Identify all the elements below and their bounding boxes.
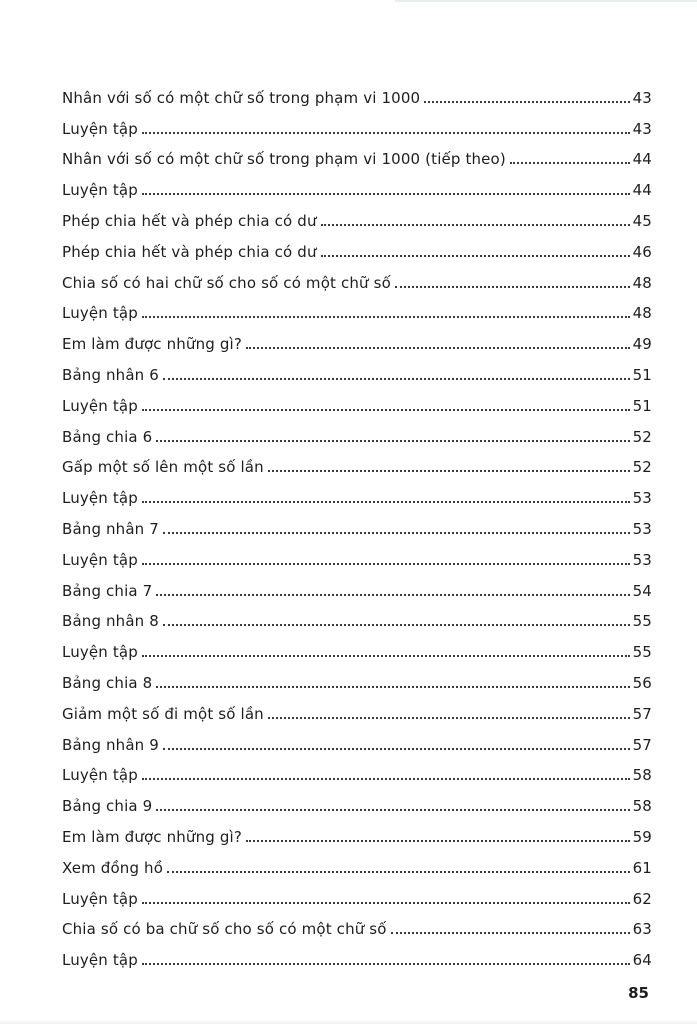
toc-entry-page: 54 [632,581,652,600]
dot-leader [321,224,630,226]
toc-entry-page: 52 [632,458,652,477]
toc-entry-page: 51 [632,396,652,415]
toc-entry [62,507,652,538]
toc-entry-title: Nhân với số có một chữ số trong phạm vi 1000 [62,88,421,107]
dot-leader [163,532,630,534]
toc-entry-page: 59 [632,827,652,846]
toc-entry-title: Bảng nhân 9 [62,735,159,754]
toc-entry [62,723,652,754]
dot-leader [156,686,629,688]
toc-entry [62,569,652,600]
toc-entry-page: 57 [632,704,652,723]
toc-entry-title: Luyện tập [62,181,138,200]
dot-leader [424,101,629,103]
toc-entry [62,230,652,261]
toc-entry-title: Luyện tập [62,766,138,785]
toc-entry [62,784,652,815]
toc-entry [62,938,652,969]
toc-entry-title: Chia số có ba chữ số cho số có một chữ số [62,920,387,939]
toc-entry-page: 55 [632,643,652,662]
dot-leader [142,409,630,411]
toc-entry-title: Xem đồng hồ [62,858,164,877]
toc-entry [62,815,652,846]
toc-entry [62,415,652,446]
toc-entry-page: 55 [632,612,652,631]
toc-entry-page: 48 [632,304,652,323]
toc-entry-page: 64 [632,951,652,970]
toc-entry-page: 48 [632,273,652,292]
dot-leader [163,624,630,626]
toc-entry [62,138,652,169]
toc-entry-title: Bảng nhân 6 [62,365,159,384]
toc-entry [62,692,652,723]
toc-entry [62,384,652,415]
dot-leader [142,655,630,657]
toc-entry [62,476,652,507]
toc-entry-page: 61 [632,858,652,877]
dot-leader [142,132,630,134]
toc-entry [62,353,652,384]
dot-leader [142,778,630,780]
toc-entry [62,446,652,477]
toc-entry-title: Luyện tập [62,304,138,323]
dot-leader [391,932,630,934]
toc-entry [62,538,652,569]
toc-entry-title: Em làm được những gì? [62,827,242,846]
dot-leader [321,255,630,257]
toc-entry-page: 49 [632,335,652,354]
toc-entry-title: Bảng chia 6 [62,427,153,446]
toc-entry-title: Luyện tập [62,550,138,569]
page-bottom-edge [0,1019,697,1024]
page-number: 85 [628,984,649,1002]
toc-entry-title: Gấp một số lên một số lần [62,458,264,477]
toc-entry-page: 58 [632,766,652,785]
toc-entry-title: Bảng nhân 8 [62,612,159,631]
toc-entry-title: Bảng chia 8 [62,673,153,692]
toc-entry [62,107,652,138]
dot-leader [246,840,630,842]
dot-leader [142,501,630,503]
toc-entry [62,261,652,292]
dot-leader [142,193,630,195]
toc-entry [62,846,652,877]
toc-entry-title: Luyện tập [62,396,138,415]
dot-leader [156,440,629,442]
toc-entry-page: 53 [632,519,652,538]
toc-entry [62,630,652,661]
page-top-edge [395,0,697,2]
dot-leader [163,378,630,380]
toc-entry-page: 63 [632,920,652,939]
toc-entry-page: 51 [632,365,652,384]
toc-entry-title: Bảng nhân 7 [62,519,159,538]
toc-entry-page: 56 [632,673,652,692]
toc-entry [62,877,652,908]
toc-entry-title: Luyện tập [62,889,138,908]
toc-entry-page: 44 [632,181,652,200]
toc-entry-title: Luyện tập [62,489,138,508]
dot-leader [142,316,630,318]
dot-leader [156,594,629,596]
dot-leader [167,871,630,873]
dot-leader [142,902,630,904]
toc-entry-title: Luyện tập [62,951,138,970]
dot-leader [510,162,630,164]
toc-entry-page: 53 [632,489,652,508]
toc-entry-page: 53 [632,550,652,569]
toc-entry-title: Nhân với số có một chữ số trong phạm vi 1000 (tiếp theo) [62,150,506,169]
toc-entry [62,322,652,353]
toc-entry-title: Em làm được những gì? [62,335,242,354]
toc-entry [62,600,652,631]
toc-entry [62,754,652,785]
toc-entry-page: 45 [632,211,652,230]
toc-entry [62,76,652,107]
dot-leader [268,717,630,719]
toc-entry-title: Phép chia hết và phép chia có dư [62,211,317,230]
dot-leader [395,286,630,288]
toc-entry [62,908,652,939]
dot-leader [246,347,630,349]
toc-entry [62,661,652,692]
toc-entry-title: Giảm một số đi một số lần [62,704,264,723]
dot-leader [156,809,629,811]
toc-entry-page: 46 [632,242,652,261]
toc-entry-title: Chia số có hai chữ số cho số có một chữ số [62,273,391,292]
toc-entry [62,292,652,323]
toc-entry-title: Phép chia hết và phép chia có dư [62,242,317,261]
toc-entry [62,168,652,199]
toc-entry-page: 58 [632,797,652,816]
toc-entry-page: 57 [632,735,652,754]
toc-entry-page: 62 [632,889,652,908]
toc-entry-title: Bảng chia 9 [62,797,153,816]
toc-entry [62,199,652,230]
dot-leader [142,563,630,565]
table-of-contents [62,76,652,969]
dot-leader [163,748,630,750]
toc-entry-title: Luyện tập [62,119,138,138]
toc-entry-page: 43 [632,88,652,107]
toc-entry-title: Bảng chia 7 [62,581,153,600]
toc-entry-page: 44 [632,150,652,169]
toc-entry-title: Luyện tập [62,643,138,662]
dot-leader [268,470,630,472]
toc-entry-page: 52 [632,427,652,446]
dot-leader [142,963,630,965]
toc-entry-page: 43 [632,119,652,138]
